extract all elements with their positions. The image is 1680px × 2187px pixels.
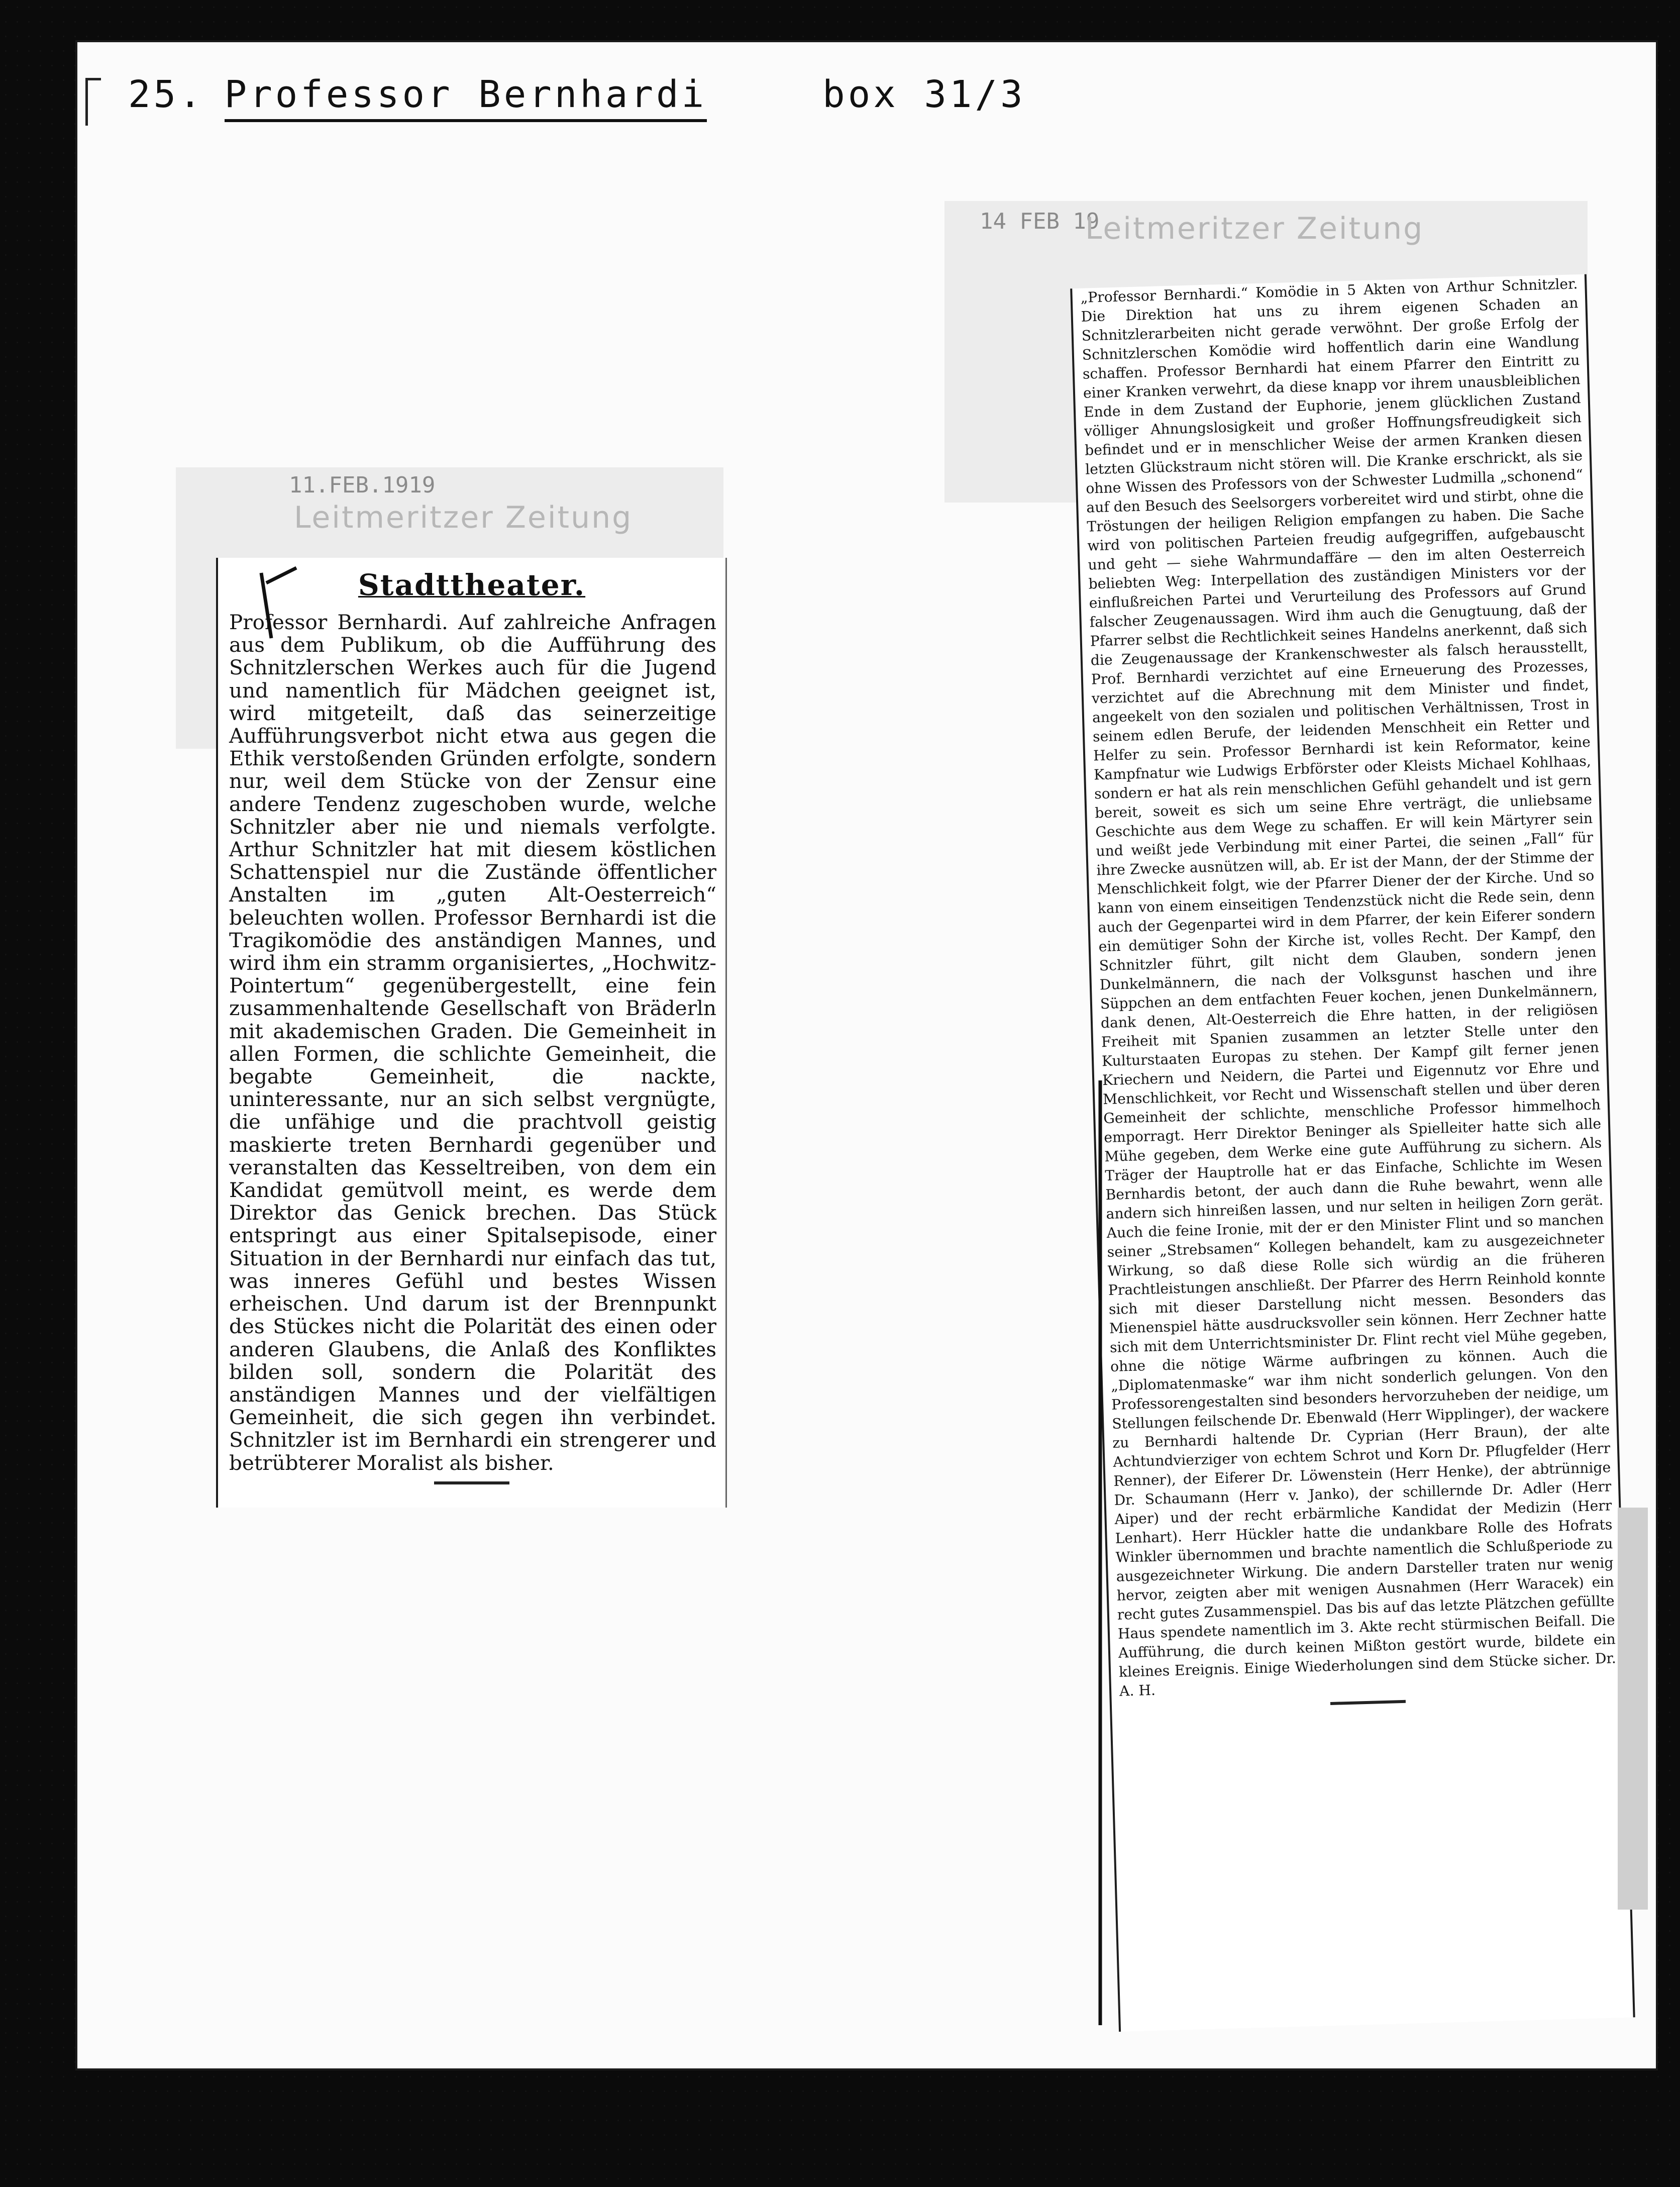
folder-header xyxy=(128,73,1026,128)
left-stamp-date: 11.FEB.1919 xyxy=(289,472,436,498)
right-clipping xyxy=(1070,274,1635,2032)
left-stamp-newspaper: Leitmeritzer Zeitung xyxy=(294,500,633,535)
right-clipping-body: „Professor Bernhardi.“ Komödie in 5 Akten von Arthur Schnitzler. Die Direktion hat uns zu ihrem eigenen Schaden an Schnitzlerarbeiten nicht gerade verwöhnt. Der große Erfolg der Schnitzlerschen Komödie wird hoffentlich darin eine Wandlung schaffen. Professor Bernhardi hat einem Pfarrer den Eintritt zu einer Kranken verwehrt, da diese knapp vor ihrem unausbleiblichen Ende in dem Zustand der Euphorie, jenem glücklichen Zustand völliger Ahnungslosigkeit und großer Hoffnungsfreudigkeit sich befindet und er in menschlicher Weise der armen Kranken diesen letzten Glückstraum nicht stören will. Die Kranke erschrickt, als sie ohne Wissen des Professors von der Schwester Ludmilla „schonend“ auf den Besuch des Seelsorgers vorbereitet wird und stirbt, ohne die Tröstungen der heiligen Religion empfangen zu haben. Die Sache wird von politischen Parteien freudig aufgegriffen, aufgebauscht und geht — siehe Wahrmundaffäre — den im alten Oesterreich beliebten Weg: Interpellation des zuständigen Ministers vor der einflußreichen Partei und Verurteilung des Professors auf Grund falscher Zeugenaussagen. Wird ihm auch die Genugtuung, daß der Pfarrer selbst die Rechtlichkeit seines Handelns anerkennt, daß sich die Zeugenaussage der Krankenschwester als falsch herausstellt, Prof. Bernhardi verzichtet auf eine Erneuerung des Prozesses, verzichtet auf die Abrechnung mit dem Minister und findet, angeekelt von den sozialen und politischen Verhältnissen, Trost in seinem edlen Berufe, der leidenden Menschheit ein Retter und Helfer zu sein. Professor Bernhardi ist kein Reformator, keine Kampfnatur wie Ludwigs Erbförster oder Kleists Michael Kohlhaas, sondern er hat als rein menschlichen Gefühl gehandelt und ist gern bereit, soweit es sich um seine Ehre verträgt, die unliebsame Geschichte aus dem Wege zu schaffen. Er will kein Märtyrer sein und weißt jede Verbindung mit einer Partei, die seinen „Fall“ für ihre Zwecke ausnützen will, ab. Er ist der Mann, der der Stimme der Menschlichkeit folgt, wie der Pfarrer Diener der der Kirche. Und so kann von einem einseitigen Tendenzstück nicht die Rede sein, denn auch der Gegenpartei wird in dem Pfarrer, der kein Eiferer sondern ein demütiger Sohn der Kirche ist, volles Recht. Der Kampf, den Schnitzler führt, gilt nicht dem Glauben, sondern jenen Dunkelmännern, die nach der Volksgunst haschen und ihre Süppchen an dem entfachten Feuer kochen, jenen Dunkelmännern, dank denen, Alt-Oesterreich die Ehre hatten, in der religiösen Freiheit mit Spanien zusammen an letzter Stelle unter den Kulturstaaten Europas zu stehen. Der Kampf gilt ferner jenen Kriechern und Neidern, die Partei und Eigennutz vor Ehre und Menschlichkeit, vor Recht und Wissenschaft stellen und über deren Gemeinheit der schlichte, menschliche Professor himmelhoch emporragt. Herr Direktor Beninger als Spielleiter hatte sich alle Mühe gegeben, dem Werke eine gute Aufführung zu sichern. Als Träger der Hauptrolle hat er das Einfache, Schlichte im Wesen Bernhardis betont, der auch dann die Ruhe bewahrt, wenn alle andern sich hinreißen lassen, und nur selten in heiligen Zorn gerät. Auch die feine Ironie, mit der er den Minister Flint und so manchen seiner „Strebsamen“ Kollegen behandelt, kam zu ausgezeichneter Wirkung, so daß diese Rolle sich würdig an die früheren Prachtleistungen anschließt. Der Pfarrer des Herrn Reinhold konnte sich mit dieser Darstellung nicht messen. Besonders das Mienenspiel hätte ausdrucksvoller sein können. Herr Zechner hatte sich mit dem Unterrichtsminister Dr. Flint recht viel Mühe gegeben, ohne die nötige Wärme aufbringen zu können. Auch die „Diplomatenmaske“ war ihm nicht sonderlich gelungen. Von den Professorengestalten sind besonders hervorzuheben der neidige, um Stellungen feilschende Dr. Ebenwald (Herr Wipplinger), der wackere zu Bernhardi haltende Dr. Cyprian (Herr Braun), der alte Achtundvierziger von echtem Schrot und Korn Dr. Pflugfelder (Herr Renner), der Eiferer Dr. Löwenstein (Herr Henke), der abtrünnige Dr. Schaumann (Herr v. Janko), der schillernde Dr. Adler (Herr Aiper) und der recht erbärmliche Kandidat der Medizin (Herr Lenhart). Herr Hückler hatte die undankbare Rolle des Hofrats Winkler übernommen und brachte namentlich die Schlußperiode zu ausgezeichneter Wirkung. Die andern Darsteller traten nur wenig hervor, zeigten aber mit wenigen Ausnahmen (Herr Waracek) ein recht gutes Zusammenspiel. Das bis auf das letzte Plätzchen gefüllte Haus spendete namentlich im 3. Akte recht stürmischen Beifall. Die Aufführung, die durch keinen Mißton gestört wurde, bildete ein kleines Ereignis. Einige Wiederholungen sind dem Stücke sicher. Dr. A. H. xyxy=(1080,275,1617,1700)
left-end-rule xyxy=(434,1481,509,1484)
right-end-rule xyxy=(1330,1700,1406,1705)
folder-number: 25. xyxy=(128,73,204,116)
left-clipping xyxy=(216,558,727,1508)
folder-title: Professor Bernhardi xyxy=(225,73,707,122)
corner-mark xyxy=(85,78,101,126)
box-label: box 31/3 xyxy=(822,73,1026,116)
left-check-mark xyxy=(251,563,311,648)
right-edge-shadow xyxy=(1618,1508,1648,1910)
right-bracket-mark xyxy=(1080,1080,1120,2035)
right-stamp-newspaper: Leitmeritzer Zeitung xyxy=(1085,211,1424,246)
right-stamp-date: 14 FEB 19 xyxy=(980,209,1100,234)
left-clipping-body: Professor Bernhardi. Auf zahlreiche Anfragen aus dem Publikum, ob die Aufführung des Schnitzlerschen Werkes auch für die Jugend und namentlich für Mädchen geeignet ist, wird mitgeteilt, daß das seinerzeitige Aufführungsverbot nicht etwa aus gegen die Ethik verstoßenden Gründen erfolgte, sondern nur, weil dem Stücke von der Zensur eine andere Tendenz zugeschoben wurde, welche Schnitzler aber nie und niemals verfolgte. Arthur Schnitzler hat mit diesem köstlichen Schattenspiel nur die Zustände öffentlicher Anstalten im „guten Alt-Oesterreich“ beleuchten wollen. Professor Bernhardi ist die Tragikomödie des anständigen Mannes, und wird ihm ein stramm organisiertes, „Hochwitz-Pointertum“ gegenübergestellt, eine fein zusammenhaltende Gesellschaft von Bräderln mit akademischen Graden. Die Gemeinheit in allen Formen, die schlichte Gemeinheit, die begabte Gemeinheit, die nackte, uninteressante, nur an sich selbst vergnügte, die unfähige und die prachtvoll geistig maskierte treten Bernhardi gegenüber und veranstalten das Kesseltreiben, von dem ein Kandidat gemütvoll meint, es werde dem Direktor das Genick brechen. Das Stück entspringt aus einer Spitalsepisode, einer Situation in der Bernhardi nur einfach das tut, was inneres Gefühl und bestes Wissen erheischen. Und darum ist der Brennpunkt des Stückes nicht die Polarität des einen oder anderen Glaubens, die Anlaß des Konfliktes bilden soll, sondern die Polarität des anständigen Mannes und der vielfältigen Gemeinheit, die sich gegen ihn verbindet. Schnitzler ist im Bernhardi ein strengerer und betrübterer Moralist als bisher. xyxy=(229,610,716,1475)
left-clipping-heading: Stadttheater. xyxy=(358,568,586,602)
